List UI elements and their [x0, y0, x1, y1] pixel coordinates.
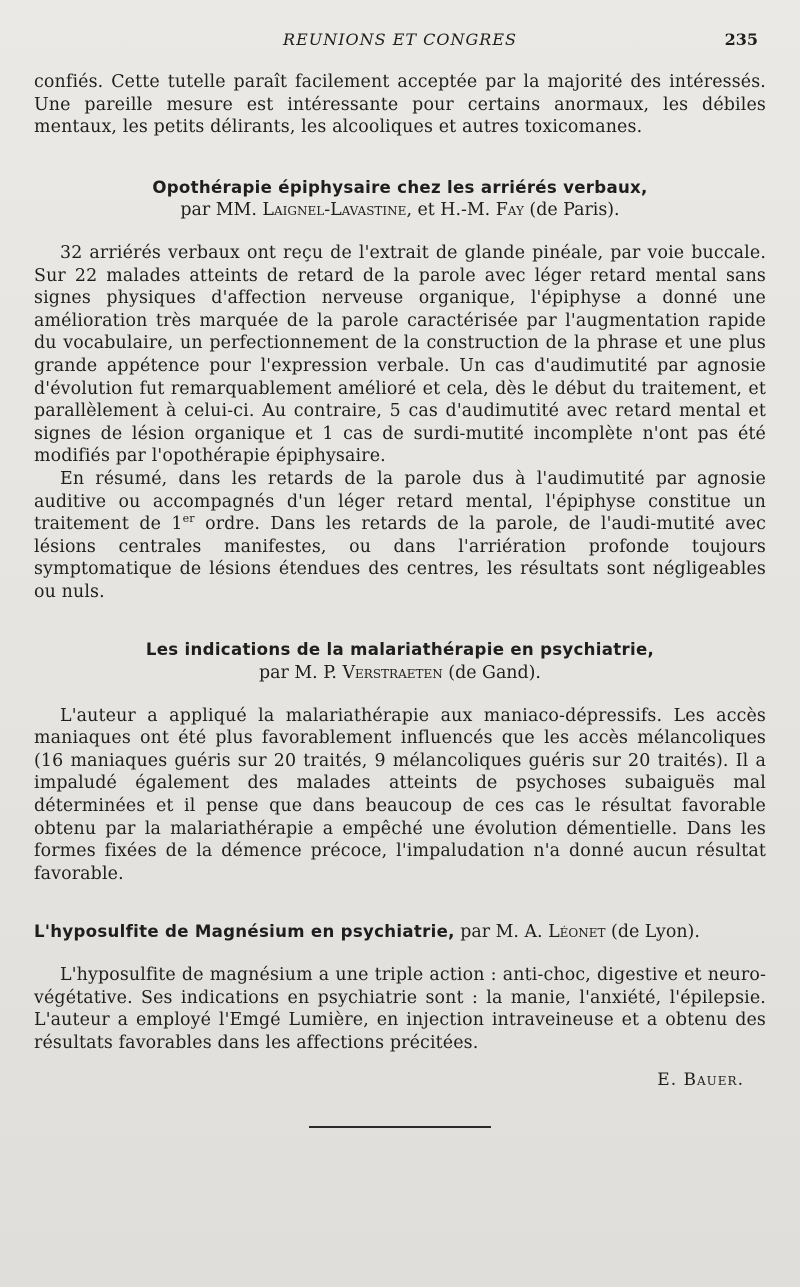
section-heading-malariatherapie [34, 639, 766, 684]
continuation-paragraph: confiés. Cette tutelle paraît facilement acceptée par la majorité des intéressés. Une pareille mesure est intéressante pour certains anormaux, les débiles mentaux, les petits délirants, les alcooliques et autres toxicomanes. [34, 72, 766, 138]
author-name: Laignel-Lavastine [262, 200, 407, 221]
section-title: L'hyposulfite de Magnésium en psychiatrie, [34, 922, 455, 942]
running-head [34, 26, 766, 54]
closing-rule [309, 1126, 491, 1128]
signature: E. Bauer. [657, 1070, 744, 1091]
body-paragraph: L'auteur a appliqué la malariathérapie aux maniaco-dépressifs. Les accès maniaques ont été plus favorablement influencés que les accès mélancoliques (16 maniaques guéris sur 20 traités, 9 mélancoliques guéris sur 20 traités). Il a impaludé également des malades atteints de psychoses subaiguës mal déterminées et il pense que dans beaucoup de ces cas le résultat favorable obtenu par la malariathérapie a empêché une évolution démentielle. Dans les formes fixées de la démence précoce, l'impaludation n'a donné aucun résultat favorable. [34, 705, 766, 884]
running-title: REUNIONS ET CONGRES [283, 30, 517, 49]
section-title: Opothérapie épiphysaire chez les arriérés verbaux, [152, 177, 648, 197]
author-name: Verstraeten [342, 663, 443, 684]
section-title: Les indications de la malariathérapie en psychiatrie, [145, 640, 655, 660]
section-heading-hyposulfite: L'hyposulfite de Magnésium en psychiatrie, par M. A. Léonet (de Lyon). [34, 922, 700, 943]
section-byline: par M. P. Verstraeten (de Gand). [259, 663, 541, 684]
section-heading-opotherapie [34, 177, 766, 222]
body-paragraph: En résumé, dans les retards de la parole dus à l'audimutité par agnosie auditive ou accompagnés d'un léger retard mental, l'épiphyse constitue un traitement de 1er ordre. Dans les retards de la parole, de l'audi-mutité avec lésions centrales manifestes, ou dans l'arriération profonde toujours symptomatique de lésions étendues des centres, les résultats sont négligeables ou nuls. [34, 468, 767, 602]
body-paragraph: 32 arriérés verbaux ont reçu de l'extrait de glande pinéale, par voie buccale. Sur 22 malades atteints de retard de la parole avec léger retard mental sans signes physiques d'affection nerveuse organique, l'épiphyse a donné une amélioration très marquée de la parole caractérisée par l'augmentation rapide du vocabulaire, un perfectionnement de la construction de la phrase et une plus grande appétence pour l'expression verbale. Un cas d'audimutité par agnosie d'évolution fut remarquablement amélioré et cela, dès le début du traitement, et parallèlement à celui-ci. Au contraire, 5 cas d'audimutité avec retard mental et signes de lésion organique et 1 cas de surdi-mutité incomplète n'ont pas été modifiés par l'opothérapie épiphysaire. [34, 242, 766, 467]
section-byline: par MM. Laignel-Lavastine, et H.-M. Fay (de Paris). [180, 200, 620, 221]
author-name: Léonet [548, 922, 606, 943]
page-number: 235 [724, 30, 758, 49]
author-name: Fay [495, 200, 524, 221]
body-paragraph: L'hyposulfite de magnésium a une triple action : anti-choc, digestive et neuro-végétative. Ses indications en psychiatrie sont : la manie, l'anxiété, l'épilepsie. L'auteur a employé l'Emgé Lumière, en injection intraveineuse et a obtenu des résultats favorables dans les affections précitées. [34, 965, 766, 1053]
